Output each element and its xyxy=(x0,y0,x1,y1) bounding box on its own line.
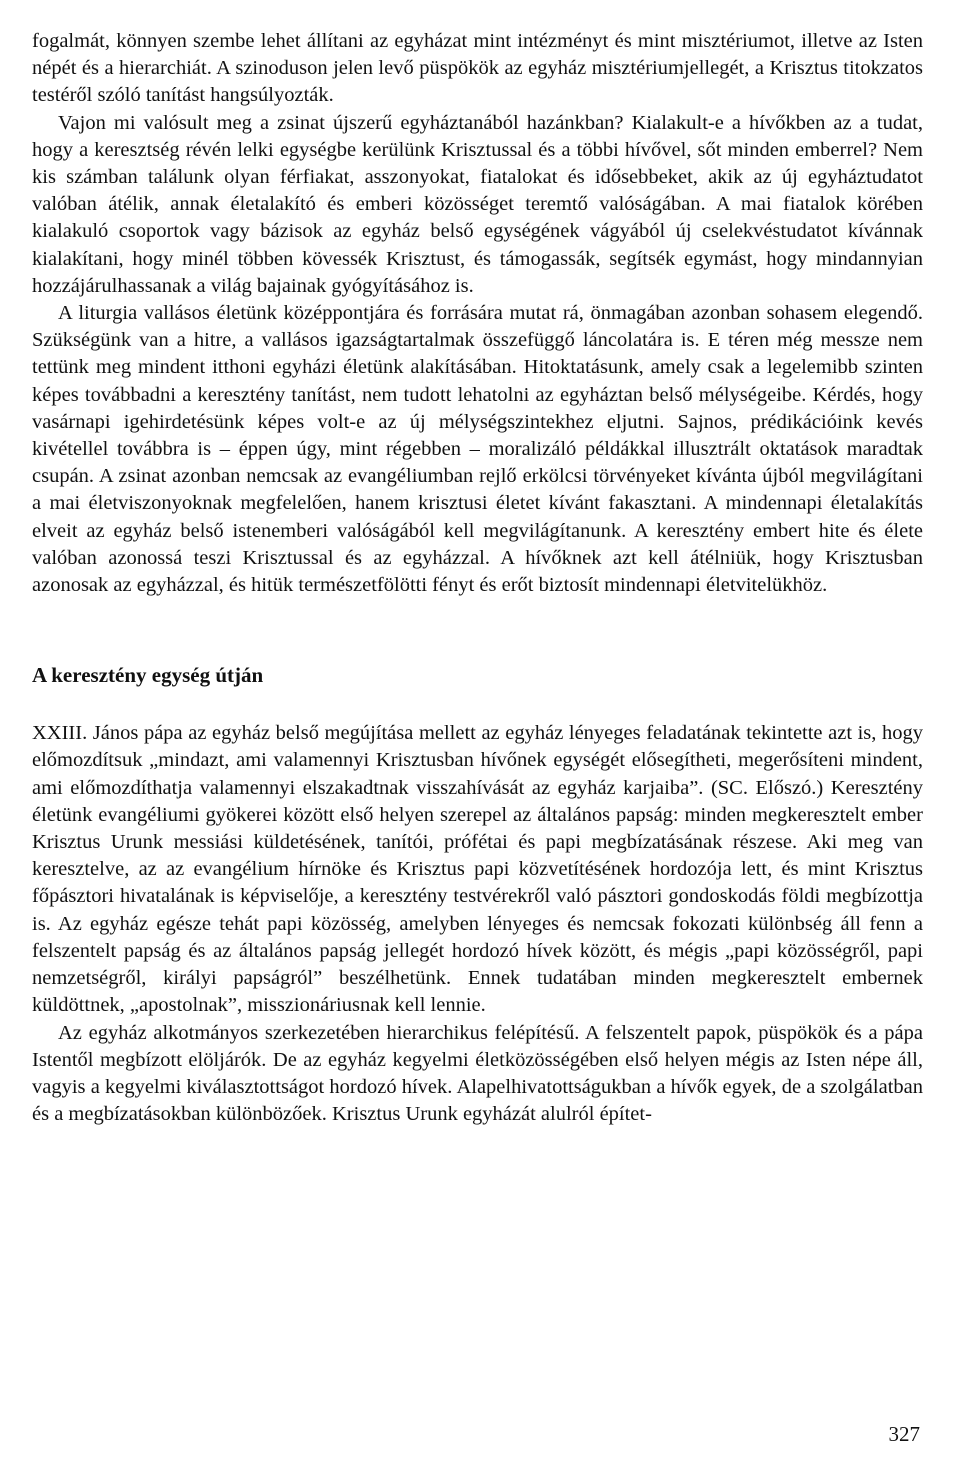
paragraph-continuation: fogalmát, könnyen szembe lehet állítani az egyházat mint intézményt és mint misztériumot, illetve az Isten népét és a hierarchiát. A szinoduson jelen levő püspökök az egyház misztériumjellegét, a Krisztus titokzatos testéről szóló tanítást hangsúlyozták. xyxy=(32,30,923,107)
paragraph-liturgia: A liturgia vallásos életünk középpontjára és forrására mutat rá, önmagában azonban sohasem elegendő. Szükségünk van a hitre, a vallásos igazságtartalmak összefüggő láncolatára is. E téren még messze nem tettünk meg mindent itthoni egyházi életünk alakításában. Hitoktatásunk, amely csak a legelemibb szinten képes továbbadni a keresztény tanítást, nem tudott lehatolni az egyháztan belső mélységeibe. Kérdés, hogy vasárnapi igehirdetésünk képes volt-e az új mélységszintekhez eljutni. Sajnos, prédikációink kevés kivétellel továbbra is – éppen úgy, mint régebben – moralizáló példákkal illusztrált oktatások maradtak csupán. A zsinat azonban nemcsak az evangéliumban rejlő erkölcsi törvényeket kívánta újból megvilágítani a mai életviszonyoknak megfelelően, hanem krisztusi életet kívánt fakasztani. A mindennapi életalakítás elveit az egyház belső istenemberi valóságából kell megvilágítanunk. A keresztény embert hite és élete valóban azonossá teszi Krisztussal és az egyházzal. A hívőknek azt kell átélniük, hogy Krisztusban azonosak az egyházzal, és hitük természetfölötti fényt és erőt biztosít mindennapi életvitelükhöz. xyxy=(32,302,923,597)
section-heading: A keresztény egység útján xyxy=(32,663,264,688)
paragraph-zsinat-ujszeru: Vajon mi valósult meg a zsinat újszerű egyháztanából hazánkban? Kialakult-e a hívőkben az a tudat, hogy a keresztség révén lelki egységbe kerülünk Krisztussal és a többi hívővel, sőt minden emberrel? Nem kis számban találunk olyan férfiakat, asszonyokat, fiatalokat és idősebbeket, akik az új egyháztudatot valóban átélik, annak életalakító és emberi közösséget teremtő valóságában. A mai fiatalok körében kialakuló csoportok vagy bázisok az egyház belső egységének vágyából új cselekvéstudatot kívánnak kialakítani, hogy minél többen kövessék Krisztust, és támogassák, segítsék egymást, hogy mindannyian hozzájárulhassanak a világ bajainak gyógyításához is. xyxy=(32,111,923,297)
paragraph-xxiii-janos-papa: XXIII. János pápa az egyház belső megújítása mellett az egyház lényeges feladatának tekintette azt is, hogy előmozdítsuk „mindazt, ami valamennyi Krisztusban hívőnek egységét elősegítheti, megerősíteni mindent, ami előmozdíthatja valamennyi elszakadtnak visszahívását az egyház karjaiba”. (SC. Előszó.) Keresztény életünk evangéliumi gyökerei között első helyen szerepel az általános papság: minden megkeresztelt ember Krisztus Urunk messiási küldetésének, tanítói, prófétai és papi megbízatásának részese. Aki meg van keresztelve, az az evangélium hírnöke és Krisztus papi közvetítésének hordozója lett, és mint Krisztus főpásztori hivatalának is képviselője, a keresztény testvérekről való pásztori gondoskodás földi megbízottja is. Az egyház egésze tehát papi közösség, amelyben lényeges és nemcsak fokozati különbség áll fenn a felszentelt papság és az általános papság jellegét hordozó hívek között, és mégis „papi közösségről, papi nemzetségről, királyi papságról” beszélhetünk. Ennek tudatában minden megkeresztelt embernek küldöttnek, „apostolnak”, misszionáriusnak kell lennie. xyxy=(32,722,923,1017)
document-page xyxy=(32,28,923,1128)
page-number: 327 xyxy=(888,1422,920,1446)
paragraph-alkotmanyos-szerkezet: Az egyház alkotmányos szerkezetében hierarchikus felépítésű. A felszentelt papok, püspökök és a pápa Istentől megbízott elöljárók. De az egyház kegyelmi életközösségében első helyen mégis az Isten népe áll, vagyis a kegyelmi kiválasztottságot hordozó hívek. Alapelhivatottságukban a hívők egyek, de a szolgálatban és a megbízatásokban különbözőek. Krisztus Urunk egyházát alulról építet- xyxy=(32,1021,923,1126)
